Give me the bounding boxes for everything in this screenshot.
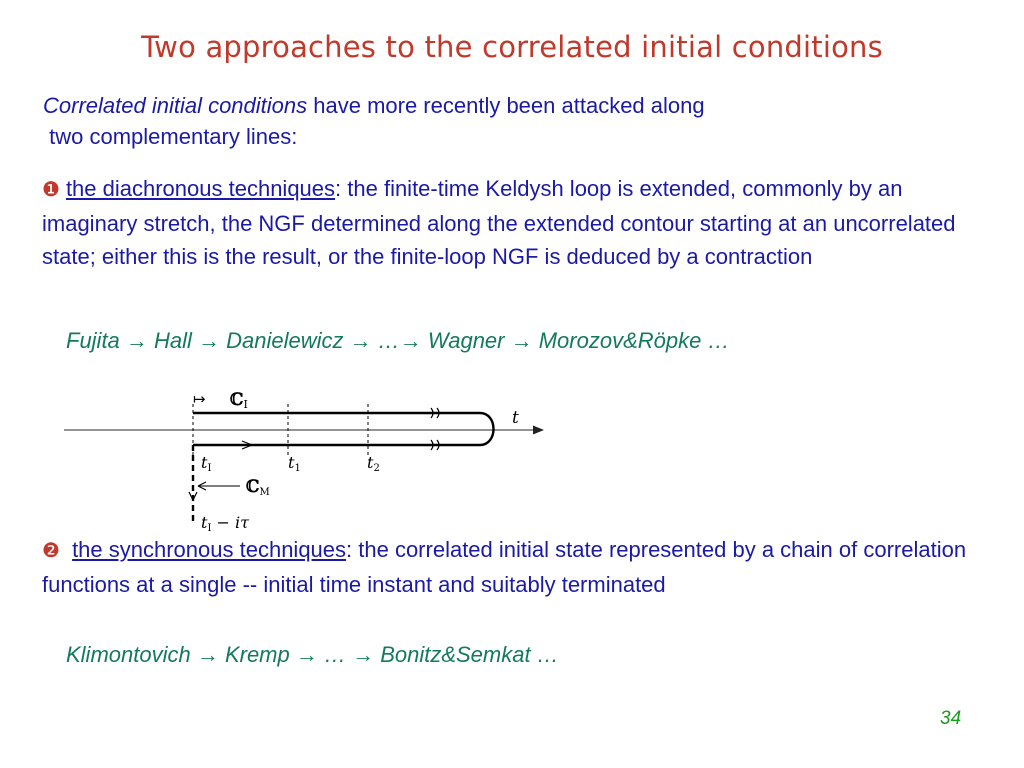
intro-line2: two complementary lines: (49, 124, 298, 149)
approach-1-paragraph (42, 172, 1002, 273)
t-axis-label: t (512, 408, 519, 428)
number-two-icon: ❷ (42, 540, 60, 562)
approach-2-paragraph (42, 533, 1002, 601)
approach-1-term: the diachronous techniques (65, 176, 336, 201)
approach-1-text: : the finite-time Keldysh loop is extended, commonly by an imaginary stretch, the NGF determined along the extended contour starting at an uncorrelated state; either this is the result, or the finite-loop NGF is deduced by a contraction (42, 176, 956, 269)
slide-title: Two approaches to the correlated initial conditions (141, 30, 883, 64)
intro-line1-rest: have more recently been attacked along (307, 93, 705, 118)
ci-mapsto-glyph: ↦ (193, 390, 206, 408)
approach-2-term: the synchronous techniques (72, 537, 347, 562)
page-number: 34 (940, 708, 962, 729)
time-axis-arrowhead (533, 426, 544, 435)
ti-label: tI (201, 453, 212, 474)
t2-label: t2 (367, 453, 380, 474)
cm-label: ℂM (246, 477, 270, 498)
number-one-icon: ❶ (42, 179, 60, 201)
approach-2-text: : the correlated initial state represented by a chain of correlation functions at a single -- initial time instant and suitably terminated (42, 537, 967, 597)
approach-2-lineage: Klimontovich → Kremp → … → Bonitz&Semkat … (66, 642, 559, 667)
ti-minus-itau-label: tI − iτ (201, 513, 249, 532)
keldysh-contour-diagram (60, 380, 560, 532)
intro-emphasis: Correlated initial conditions (43, 93, 308, 118)
intro-paragraph (43, 90, 983, 152)
ci-label: ℂI (230, 390, 248, 411)
contour-turning-loop (480, 413, 494, 445)
approach-1-lineage: Fujita → Hall → Danielewicz → …→ Wagner → Morozov&Röpke … (66, 328, 730, 353)
t1-label: t1 (288, 453, 301, 474)
